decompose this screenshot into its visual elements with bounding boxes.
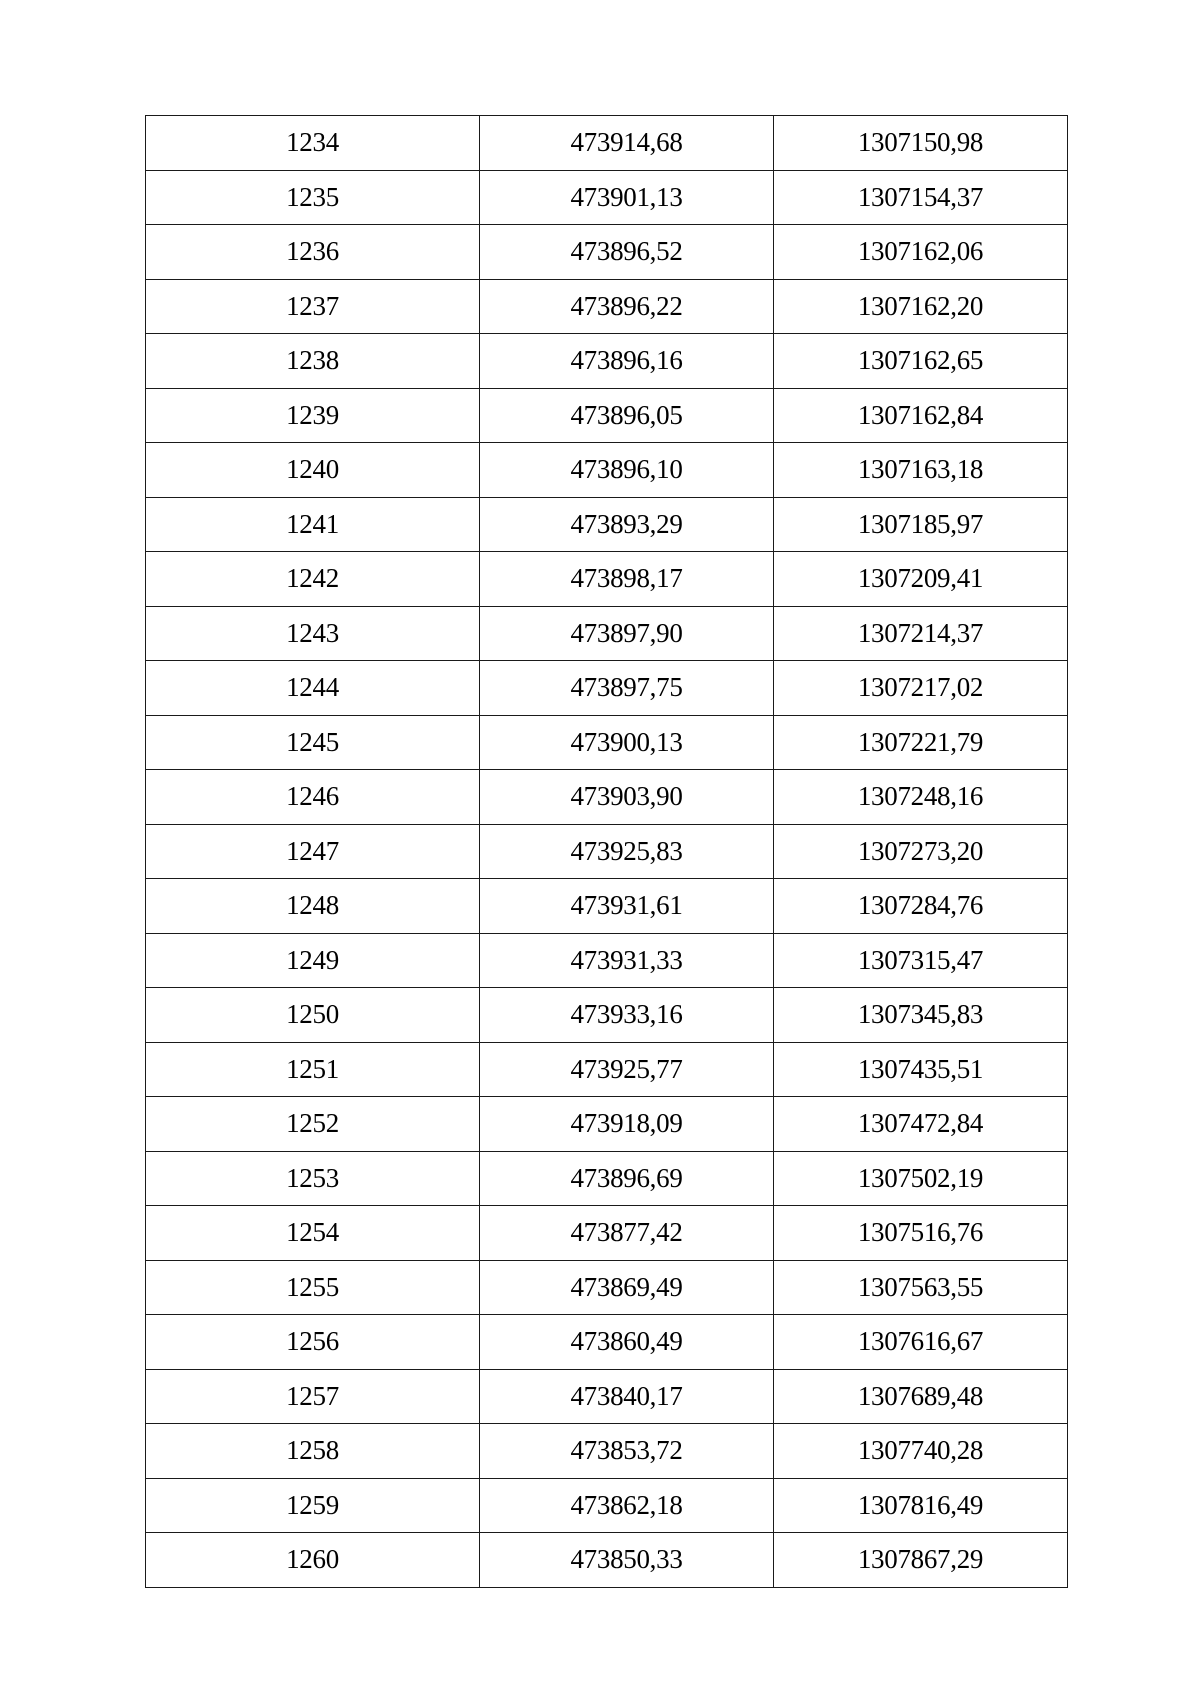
point-number-cell: 1243 [146, 606, 480, 661]
x-coordinate-cell: 473896,05 [480, 388, 774, 443]
y-coordinate-cell: 1307816,49 [774, 1478, 1068, 1533]
table-row [146, 824, 1068, 879]
x-coordinate-cell: 473869,49 [480, 1260, 774, 1315]
point-number-cell: 1259 [146, 1478, 480, 1533]
point-number-cell: 1249 [146, 933, 480, 988]
y-coordinate-cell: 1307154,37 [774, 170, 1068, 225]
point-number-cell: 1235 [146, 170, 480, 225]
x-coordinate-cell: 473896,69 [480, 1151, 774, 1206]
point-number-cell: 1245 [146, 715, 480, 770]
y-coordinate-cell: 1307273,20 [774, 824, 1068, 879]
point-number-cell: 1254 [146, 1206, 480, 1261]
point-number-cell: 1236 [146, 225, 480, 280]
x-coordinate-cell: 473933,16 [480, 988, 774, 1043]
y-coordinate-cell: 1307162,65 [774, 334, 1068, 389]
y-coordinate-cell: 1307209,41 [774, 552, 1068, 607]
y-coordinate-cell: 1307150,98 [774, 116, 1068, 171]
y-coordinate-cell: 1307163,18 [774, 443, 1068, 498]
point-number-cell: 1244 [146, 661, 480, 716]
x-coordinate-cell: 473840,17 [480, 1369, 774, 1424]
table-row [146, 170, 1068, 225]
x-coordinate-cell: 473925,83 [480, 824, 774, 879]
point-number-cell: 1237 [146, 279, 480, 334]
x-coordinate-cell: 473896,22 [480, 279, 774, 334]
table-row [146, 1533, 1068, 1588]
table-row [146, 988, 1068, 1043]
y-coordinate-cell: 1307616,67 [774, 1315, 1068, 1370]
y-coordinate-cell: 1307284,76 [774, 879, 1068, 934]
x-coordinate-cell: 473903,90 [480, 770, 774, 825]
table-row [146, 1151, 1068, 1206]
x-coordinate-cell: 473931,61 [480, 879, 774, 934]
table-row [146, 1260, 1068, 1315]
y-coordinate-cell: 1307162,20 [774, 279, 1068, 334]
x-coordinate-cell: 473850,33 [480, 1533, 774, 1588]
table-row [146, 879, 1068, 934]
x-coordinate-cell: 473901,13 [480, 170, 774, 225]
y-coordinate-cell: 1307472,84 [774, 1097, 1068, 1152]
point-number-cell: 1258 [146, 1424, 480, 1479]
x-coordinate-cell: 473896,16 [480, 334, 774, 389]
y-coordinate-cell: 1307217,02 [774, 661, 1068, 716]
table-row [146, 606, 1068, 661]
y-coordinate-cell: 1307162,06 [774, 225, 1068, 280]
table-row [146, 715, 1068, 770]
table-row [146, 1315, 1068, 1370]
table-row [146, 1424, 1068, 1479]
point-number-cell: 1256 [146, 1315, 480, 1370]
point-number-cell: 1251 [146, 1042, 480, 1097]
point-number-cell: 1239 [146, 388, 480, 443]
table-row [146, 116, 1068, 171]
x-coordinate-cell: 473931,33 [480, 933, 774, 988]
y-coordinate-cell: 1307740,28 [774, 1424, 1068, 1479]
table-row [146, 279, 1068, 334]
x-coordinate-cell: 473896,10 [480, 443, 774, 498]
point-number-cell: 1240 [146, 443, 480, 498]
x-coordinate-cell: 473925,77 [480, 1042, 774, 1097]
table-row [146, 497, 1068, 552]
y-coordinate-cell: 1307214,37 [774, 606, 1068, 661]
x-coordinate-cell: 473914,68 [480, 116, 774, 171]
x-coordinate-cell: 473862,18 [480, 1478, 774, 1533]
y-coordinate-cell: 1307689,48 [774, 1369, 1068, 1424]
x-coordinate-cell: 473918,09 [480, 1097, 774, 1152]
y-coordinate-cell: 1307345,83 [774, 988, 1068, 1043]
point-number-cell: 1241 [146, 497, 480, 552]
table-row [146, 225, 1068, 280]
table-row [146, 770, 1068, 825]
x-coordinate-cell: 473897,90 [480, 606, 774, 661]
y-coordinate-cell: 1307248,16 [774, 770, 1068, 825]
table-row [146, 1478, 1068, 1533]
point-number-cell: 1253 [146, 1151, 480, 1206]
x-coordinate-cell: 473877,42 [480, 1206, 774, 1261]
coordinates-table [145, 115, 1068, 1588]
y-coordinate-cell: 1307502,19 [774, 1151, 1068, 1206]
point-number-cell: 1247 [146, 824, 480, 879]
x-coordinate-cell: 473898,17 [480, 552, 774, 607]
x-coordinate-cell: 473860,49 [480, 1315, 774, 1370]
x-coordinate-cell: 473853,72 [480, 1424, 774, 1479]
table-row [146, 334, 1068, 389]
point-number-cell: 1234 [146, 116, 480, 171]
point-number-cell: 1260 [146, 1533, 480, 1588]
table-row [146, 933, 1068, 988]
point-number-cell: 1250 [146, 988, 480, 1043]
point-number-cell: 1242 [146, 552, 480, 607]
x-coordinate-cell: 473893,29 [480, 497, 774, 552]
table-row [146, 1042, 1068, 1097]
table-row [146, 661, 1068, 716]
table-row [146, 552, 1068, 607]
y-coordinate-cell: 1307162,84 [774, 388, 1068, 443]
y-coordinate-cell: 1307185,97 [774, 497, 1068, 552]
y-coordinate-cell: 1307516,76 [774, 1206, 1068, 1261]
point-number-cell: 1248 [146, 879, 480, 934]
y-coordinate-cell: 1307435,51 [774, 1042, 1068, 1097]
point-number-cell: 1257 [146, 1369, 480, 1424]
x-coordinate-cell: 473897,75 [480, 661, 774, 716]
y-coordinate-cell: 1307867,29 [774, 1533, 1068, 1588]
point-number-cell: 1255 [146, 1260, 480, 1315]
y-coordinate-cell: 1307221,79 [774, 715, 1068, 770]
y-coordinate-cell: 1307315,47 [774, 933, 1068, 988]
table-row [146, 1369, 1068, 1424]
y-coordinate-cell: 1307563,55 [774, 1260, 1068, 1315]
x-coordinate-cell: 473900,13 [480, 715, 774, 770]
table-row [146, 388, 1068, 443]
table-row [146, 1206, 1068, 1261]
table-row [146, 443, 1068, 498]
table-row [146, 1097, 1068, 1152]
coordinates-table-body [146, 116, 1068, 1588]
point-number-cell: 1238 [146, 334, 480, 389]
point-number-cell: 1252 [146, 1097, 480, 1152]
point-number-cell: 1246 [146, 770, 480, 825]
x-coordinate-cell: 473896,52 [480, 225, 774, 280]
